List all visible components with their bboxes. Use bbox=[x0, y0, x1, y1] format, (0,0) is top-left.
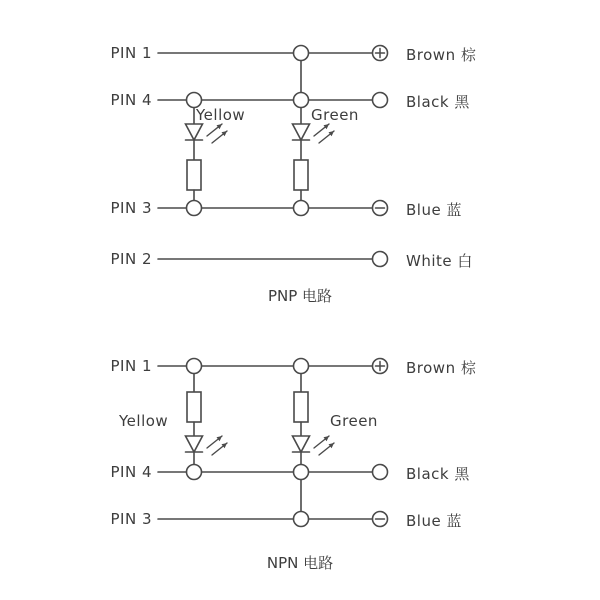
npn-yellow-branch bbox=[186, 374, 203, 464]
pnp-green-led-arrows bbox=[314, 124, 334, 143]
pnp-wire-label-blue: Blue 蓝 bbox=[406, 201, 462, 219]
npn-green-led-arrows bbox=[314, 436, 334, 455]
npn-terminals bbox=[187, 359, 388, 527]
pnp-wire-label-white: White 白 bbox=[406, 252, 473, 270]
pnp-wire-label-black: Black 黑 bbox=[406, 93, 470, 111]
pnp-led-label-green: Green bbox=[311, 106, 359, 124]
pnp-circuit-caption: PNP 电路 bbox=[267, 287, 333, 305]
npn-circuit-caption: NPN 电路 bbox=[266, 554, 334, 572]
pnp-yellow-led-arrows bbox=[207, 124, 227, 143]
npn-pin-label-3: PIN 3 bbox=[110, 510, 152, 528]
npn-pin-label-1: PIN 1 bbox=[110, 357, 152, 375]
pnp-pin-label-4: PIN 4 bbox=[110, 91, 152, 109]
pnp-green-branch bbox=[293, 53, 310, 200]
pnp-pin-label-1: PIN 1 bbox=[110, 44, 152, 62]
pnp-pin-label-2: PIN 2 bbox=[110, 250, 152, 268]
npn-led-label-green: Green bbox=[330, 412, 378, 430]
npn-pin-label-4: PIN 4 bbox=[110, 463, 152, 481]
pnp-wire-label-brown: Brown 棕 bbox=[406, 46, 477, 64]
pnp-led-label-yellow: Yellow bbox=[196, 106, 246, 124]
npn-wire-label-black: Black 黑 bbox=[406, 465, 470, 483]
pnp-pin-label-3: PIN 3 bbox=[110, 199, 152, 217]
npn-led-label-yellow: Yellow bbox=[119, 412, 169, 430]
pnp-terminals bbox=[187, 46, 388, 267]
npn-yellow-led-arrows bbox=[207, 436, 227, 455]
npn-green-branch bbox=[293, 374, 310, 519]
npn-wire-label-brown: Brown 棕 bbox=[406, 359, 477, 377]
npn-wire-label-blue: Blue 蓝 bbox=[406, 512, 462, 530]
